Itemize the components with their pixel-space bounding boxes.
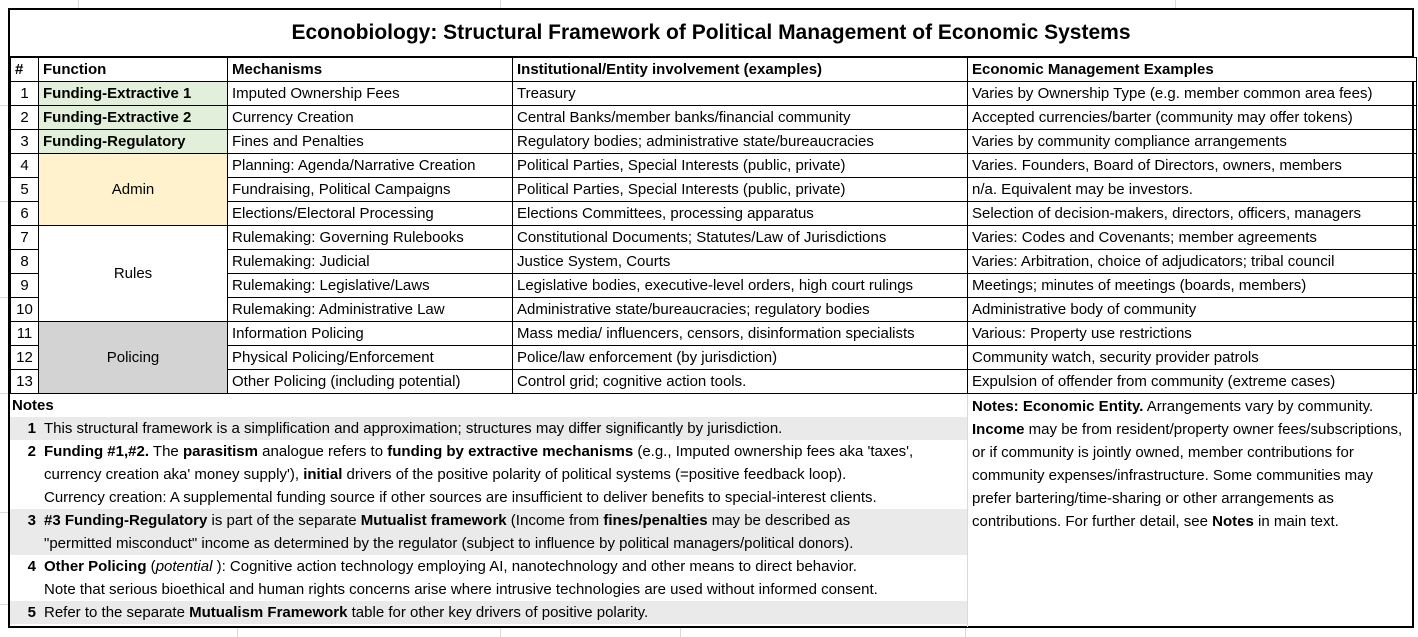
table-row — [11, 130, 1417, 154]
gridline — [680, 628, 681, 637]
mechanism-cell: Currency Creation — [228, 106, 513, 130]
institutional-cell: Control grid; cognitive action tools. — [513, 370, 968, 394]
economic-cell: Various: Property use restrictions — [968, 322, 1417, 346]
note-text: Funding #1,#2. The parasitism analogue refers to funding by extractive mechanisms (e.g., Imputed ownership fees aka 'taxes', — [44, 443, 914, 460]
economic-cell: n/a. Equivalent may be investors. — [968, 178, 1417, 202]
gridline — [965, 628, 966, 637]
row-number: 13 — [11, 370, 39, 394]
note-line — [10, 509, 967, 532]
function-group-rules: Rules — [39, 226, 228, 322]
row-number: 4 — [11, 154, 39, 178]
economic-cell: Administrative body of community — [968, 298, 1417, 322]
mechanism-cell: Rulemaking: Legislative/Laws — [228, 274, 513, 298]
institutional-cell: Administrative state/bureaucracies; regulatory bodies — [513, 298, 968, 322]
note-line — [10, 417, 967, 440]
institutional-cell: Justice System, Courts — [513, 250, 968, 274]
institutional-cell: Central Banks/member banks/financial community — [513, 106, 968, 130]
page-title: Econobiology: Structural Framework of Political Management of Economic Systems — [10, 10, 1412, 57]
note-number: 2 — [27, 443, 36, 460]
column-header-mechanisms: Mechanisms — [228, 58, 513, 82]
note-number — [10, 532, 44, 555]
note-number: 1 — [27, 420, 36, 437]
note-text: This structural framework is a simplification and approximation; structures may differ significantly by jurisdiction. — [44, 420, 783, 437]
institutional-cell: Constitutional Documents; Statutes/Law of Jurisdictions — [513, 226, 968, 250]
row-number: 1 — [11, 82, 39, 106]
row-number: 9 — [11, 274, 39, 298]
row-number: 5 — [11, 178, 39, 202]
economic-cell: Community watch, security provider patrols — [968, 346, 1417, 370]
note-number — [10, 486, 44, 509]
row-number: 2 — [11, 106, 39, 130]
institutional-cell: Regulatory bodies; administrative state/bureaucracies — [513, 130, 968, 154]
note-line — [10, 463, 967, 486]
column-header-num: # — [11, 58, 39, 82]
notes-list — [10, 394, 967, 627]
gridline — [237, 628, 238, 637]
row-number: 8 — [11, 250, 39, 274]
economic-cell: Selection of decision-makers, directors, officers, managers — [968, 202, 1417, 226]
mechanism-cell: Planning: Agenda/Narrative Creation — [228, 154, 513, 178]
column-header-function: Function — [39, 58, 228, 82]
row-number: 11 — [11, 322, 39, 346]
mechanism-cell: Physical Policing/Enforcement — [228, 346, 513, 370]
note-number — [10, 578, 44, 601]
note-line — [10, 532, 967, 555]
row-number: 7 — [11, 226, 39, 250]
table-row — [11, 106, 1417, 130]
table-row — [11, 226, 1417, 250]
gridline — [0, 393, 8, 394]
note-text: Currency creation: A supplemental funding source if other sources are insufficient to deliver benefits to special-interest clients. — [44, 489, 877, 506]
gridline — [0, 201, 8, 202]
gridline — [0, 512, 8, 513]
note-number: 3 — [27, 512, 36, 529]
note-line — [10, 440, 967, 463]
function-group-policing: Policing — [39, 322, 228, 394]
mechanism-cell: Fines and Penalties — [228, 130, 513, 154]
table-row — [11, 322, 1417, 346]
mechanism-cell: Fundraising, Political Campaigns — [228, 178, 513, 202]
mechanism-cell: Rulemaking: Administrative Law — [228, 298, 513, 322]
note-number: 5 — [27, 604, 36, 621]
economic-cell: Varies. Founders, Board of Directors, owners, members — [968, 154, 1417, 178]
gridline — [1175, 0, 1176, 8]
function-cell: Funding-Regulatory — [39, 130, 228, 154]
table-row — [11, 154, 1417, 178]
economic-cell: Meetings; minutes of meetings (boards, members) — [968, 274, 1417, 298]
header-row — [11, 58, 1417, 82]
mechanism-cell: Other Policing (including potential) — [228, 370, 513, 394]
economic-cell: Varies: Codes and Covenants; member agreements — [968, 226, 1417, 250]
institutional-cell: Political Parties, Special Interests (public, private) — [513, 178, 968, 202]
row-number: 3 — [11, 130, 39, 154]
institutional-cell: Elections Committees, processing apparatus — [513, 202, 968, 226]
gridline — [500, 0, 501, 8]
function-group-admin: Admin — [39, 154, 228, 226]
gridline — [0, 604, 8, 605]
mechanism-cell: Information Policing — [228, 322, 513, 346]
note-line — [10, 601, 967, 624]
mechanism-cell: Rulemaking: Judicial — [228, 250, 513, 274]
economic-cell: Varies: Arbitration, choice of adjudicators; tribal council — [968, 250, 1417, 274]
note-text: "permitted misconduct" income as determined by the regulator (subject to influence by political managers/political donors). — [44, 535, 854, 552]
economic-cell: Accepted currencies/barter (community may offer tokens) — [968, 106, 1417, 130]
row-number: 10 — [11, 298, 39, 322]
note-line — [10, 555, 967, 578]
gridline — [0, 105, 8, 106]
worksheet-frame — [8, 8, 1414, 628]
note-text: Note that serious bioethical and human rights concerns arise where intrusive technologies are used without informed consent. — [44, 581, 878, 598]
institutional-cell: Political Parties, Special Interests (public, private) — [513, 154, 968, 178]
notes-heading: Notes — [12, 397, 54, 414]
mechanism-cell: Rulemaking: Governing Rulebooks — [228, 226, 513, 250]
notes-section — [10, 394, 1412, 627]
institutional-cell: Police/law enforcement (by jurisdiction) — [513, 346, 968, 370]
column-header-economic: Economic Management Examples — [968, 58, 1417, 82]
gridline — [0, 297, 8, 298]
note-text: currency creation aka' money supply'), initial drivers of the positive polarity of political systems (=positive feedback loop). — [44, 466, 847, 483]
economic-cell: Expulsion of offender from community (extreme cases) — [968, 370, 1417, 394]
function-cell: Funding-Extractive 2 — [39, 106, 228, 130]
mechanism-cell: Imputed Ownership Fees — [228, 82, 513, 106]
economic-cell: Varies by Ownership Type (e.g. member common area fees) — [968, 82, 1417, 106]
table-row — [11, 82, 1417, 106]
institutional-cell: Mass media/ influencers, censors, disinformation specialists — [513, 322, 968, 346]
note-text: Refer to the separate Mutualism Framework table for other key drivers of positive polarity. — [44, 604, 649, 621]
gridline — [78, 0, 79, 8]
note-line — [10, 578, 967, 601]
column-header-institutional: Institutional/Entity involvement (examples) — [513, 58, 968, 82]
economic-cell: Varies by community compliance arrangements — [968, 130, 1417, 154]
function-cell: Funding-Extractive 1 — [39, 82, 228, 106]
note-number: 4 — [27, 558, 36, 575]
framework-table — [10, 57, 1417, 394]
mechanism-cell: Elections/Electoral Processing — [228, 202, 513, 226]
economic-entity-note: Notes: Economic Entity. Arrangements vary by community. Income may be from resident/property owner fees/subscriptions, or if community is jointly owned, member contributions for community expenses/infrastructure. Some communities may prefer bartering/time-sharing or other arrangements as contributions. For further detail, see Notes in main text. — [967, 394, 1412, 627]
gridline — [500, 628, 501, 637]
note-text: Other Policing (potential ): Cognitive action technology employing AI, nanotechnology and other means to direct behavior. — [44, 558, 857, 575]
note-text: #3 Funding-Regulatory is part of the separate Mutualist framework (Income from fines/penalties may be described as — [44, 512, 851, 529]
institutional-cell: Treasury — [513, 82, 968, 106]
institutional-cell: Legislative bodies, executive-level orders, high court rulings — [513, 274, 968, 298]
row-number: 6 — [11, 202, 39, 226]
note-line — [10, 486, 967, 509]
row-number: 12 — [11, 346, 39, 370]
note-number — [10, 463, 44, 486]
